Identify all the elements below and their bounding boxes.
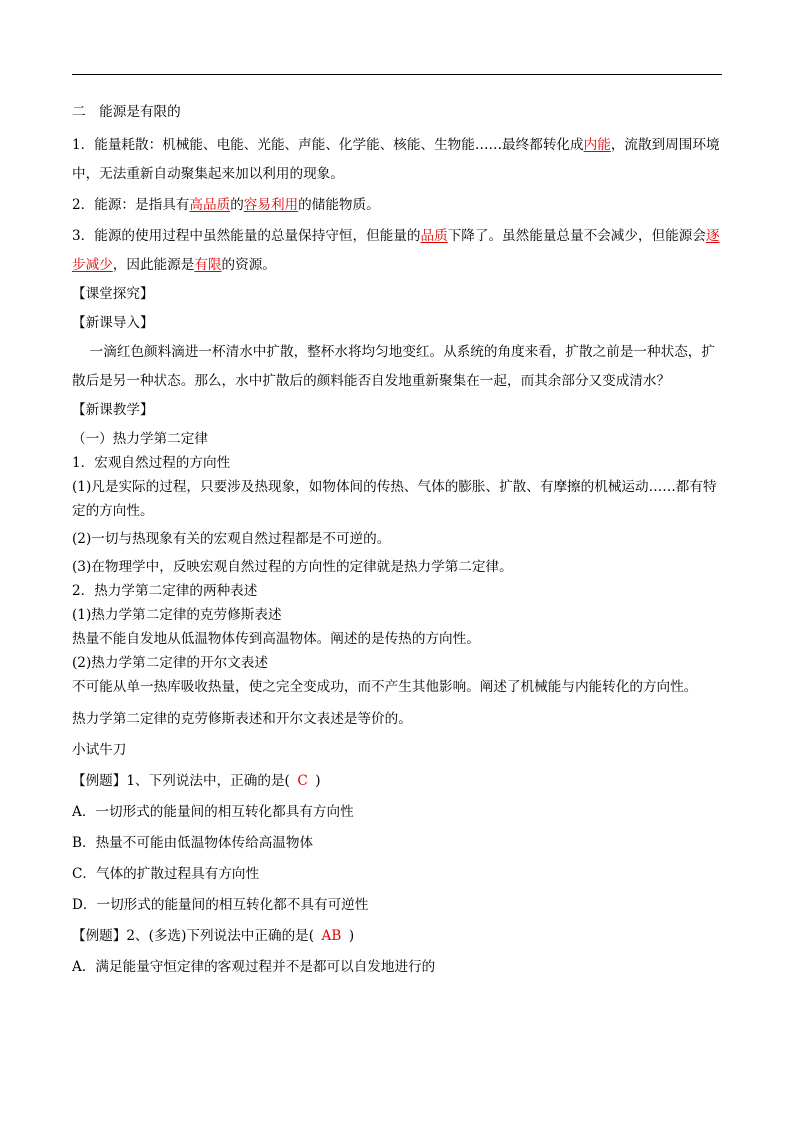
- keyword-gradually-decrease: 逐步减少: [72, 228, 720, 273]
- keyword-quality: 品质: [420, 228, 448, 244]
- document-body: [72, 98, 724, 982]
- intro-paragraph: 一滴红色颜料滴进一杯清水中扩散，整杯水将均匀地变红。从系统的角度来看，扩散之前是一种状态，扩散后是另一种状态。那么，水中扩散后的颜料能否自发地重新聚集在一起，而其余部分又变成清水？: [72, 344, 715, 389]
- kelvin-heading: (2)热力学第二定律的开尔文表述: [72, 655, 268, 671]
- item1-point-a: (1)凡是实际的过程，只要涉及热现象，如物体间的传热、气体的膨胀、扩散、有摩擦的机械运动……都有特定的方向性。: [72, 479, 717, 519]
- example1-option-a: A．一切形式的能量间的相互转化都具有方向性: [72, 804, 354, 820]
- keyword-high-quality: 高品质: [189, 197, 231, 213]
- equivalence-statement: 热力学第二定律的克劳修斯表述和开尔文表述是等价的。: [72, 711, 412, 727]
- item1-point-c: (3)在物理学中，反映宏观自然过程的方向性的定律就是热力学第二定律。: [72, 559, 513, 575]
- paragraph-energy-dissipation: 1．能量耗散：机械能、电能、光能、声能、化学能、核能、生物能……最终都转化成内能，流散到周围环境中，无法重新自动聚集起来加以利用的现象。: [72, 137, 720, 182]
- header-rule: [72, 74, 722, 75]
- example1-question: 【例题】1、下列说法中，正确的是( C ): [72, 767, 724, 796]
- keyword-internal-energy: 内能: [583, 137, 611, 153]
- example2-answer: AB: [321, 928, 342, 944]
- example2-option-a: A．满足能量守恒定律的客观过程并不是都可以自发地进行的: [72, 959, 436, 975]
- item2-heading: 2．热力学第二定律的两种表述: [72, 583, 258, 599]
- section-title: 二 能源是有限的: [72, 104, 181, 120]
- example1-option-c: C．气体的扩散过程具有方向性: [72, 866, 260, 882]
- example1-option-d: D．一切形式的能量间的相互转化都不具有可逆性: [72, 897, 369, 913]
- item1-heading: 1．宏观自然过程的方向性: [72, 455, 231, 471]
- heading-second-law: （一）热力学第二定律: [72, 431, 208, 447]
- item1-point-b: (2)一切与热现象有关的宏观自然过程都是不可逆的。: [72, 531, 391, 547]
- clausius-heading: (1)热力学第二定律的克劳修斯表述: [72, 607, 282, 623]
- example1-answer: C: [297, 773, 308, 789]
- heading-new-lesson-teaching: 【新课教学】: [72, 402, 154, 418]
- practice-heading: 小试牛刀: [72, 742, 127, 758]
- keyword-easy-to-use: 容易利用: [243, 197, 299, 213]
- kelvin-text: 不可能从单一热库吸收热量，使之完全变成功，而不产生其他影响。阐述了机械能与内能转化的方向性。: [72, 679, 698, 695]
- paragraph-energy-limited: 3．能源的使用过程中虽然能量的总量保持守恒，但能量的品质下降了。虽然能量总量不会减少，但能源会逐步减少，因此能源是有限的资源。: [72, 228, 720, 273]
- heading-new-lesson-intro: 【新课导入】: [72, 315, 154, 331]
- heading-class-explore: 【课堂探究】: [72, 286, 154, 302]
- paragraph-energy-source: 2．能源：是指具有高品质的容易利用的储能物质。: [72, 197, 380, 213]
- example2-question: 【例题】2、(多选)下列说法中正确的是( AB ): [72, 922, 724, 951]
- keyword-limited: 有限: [194, 257, 222, 273]
- clausius-text: 热量不能自发地从低温物体传到高温物体。阐述的是传热的方向性。: [72, 631, 480, 647]
- example1-option-b: B．热量不可能由低温物体传给高温物体: [72, 835, 314, 851]
